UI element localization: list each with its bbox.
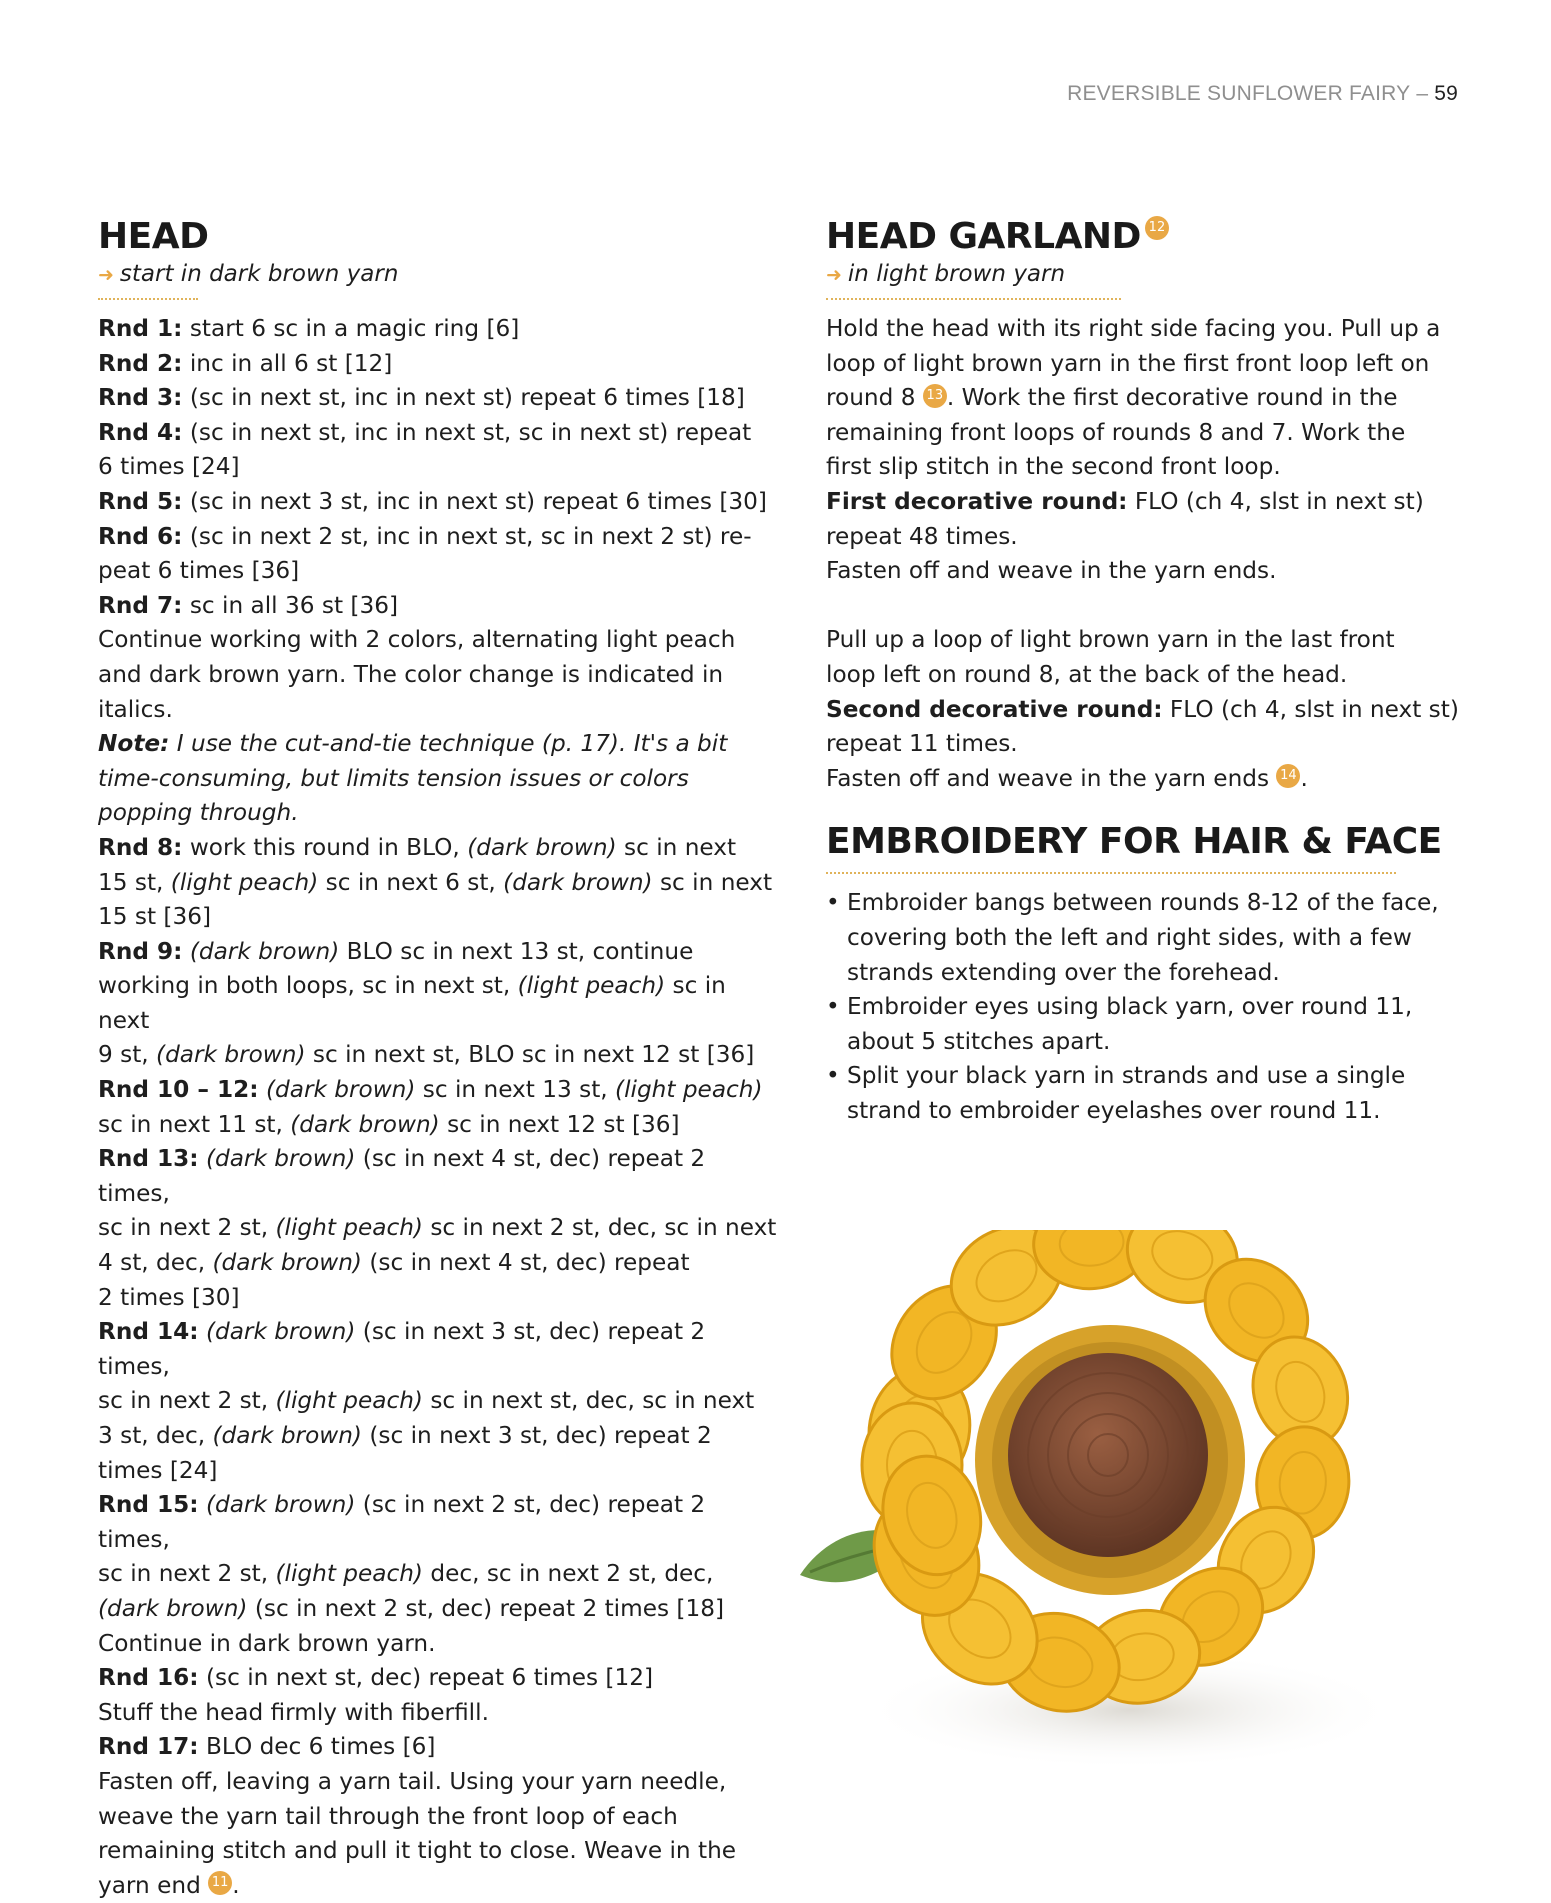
instruction-line — [826, 658, 1466, 693]
photo-ref-badge: 13 — [923, 384, 947, 408]
line-text: FLO (ch 4, slst in next st) — [1162, 695, 1459, 723]
garland-subtitle — [826, 259, 1466, 290]
round-label: Rnd 4: — [98, 418, 183, 446]
line-text: repeat 11 times. — [826, 730, 1018, 758]
flower-center — [1008, 1353, 1208, 1557]
instruction-line — [826, 381, 1466, 416]
line-text: . Work the first decorative round in the — [946, 384, 1398, 412]
line-text: peat 6 times [36] — [98, 557, 300, 585]
photo-ref-badge: 12 — [1145, 216, 1169, 240]
line-text: (sc in next 3 st, inc in next st) repeat 6 times [30] — [182, 487, 767, 515]
line-text: (sc in next 3 st, dec) repeat 2 — [361, 1422, 712, 1449]
instruction-line — [98, 1765, 778, 1800]
line-text: sc in next st, BLO sc in next 12 st [36] — [305, 1041, 755, 1069]
garland-section — [826, 215, 1466, 1128]
line-text: italics. — [98, 695, 173, 723]
line-text: loop left on round 8, at the back of the head. — [826, 660, 1348, 688]
instruction-line — [826, 485, 1466, 520]
line-text: 9 st, — [98, 1041, 157, 1069]
instruction-line — [826, 554, 1466, 589]
instruction-line — [98, 866, 778, 901]
line-text: Continue in dark brown yarn. — [98, 1629, 436, 1657]
line-text: (sc in next st, inc in next st, sc in next st) repeat — [182, 418, 752, 446]
color-indicator: (dark brown) — [467, 833, 617, 861]
line-text: sc in next 6 st, — [318, 868, 504, 896]
instruction-line — [98, 623, 778, 658]
line-text: 4 st, dec, — [98, 1249, 213, 1277]
line-text: popping through. — [98, 799, 299, 827]
instruction-line — [826, 347, 1466, 382]
instruction-line — [98, 485, 778, 520]
instruction-line — [98, 347, 778, 382]
instruction-line — [98, 796, 778, 831]
head-section — [98, 215, 778, 1903]
color-indicator: (dark brown) — [265, 1076, 416, 1104]
line-text: remaining stitch and pull it tight to close. Weave in the — [98, 1837, 737, 1865]
instruction-line — [98, 1592, 778, 1627]
dotted-divider — [98, 298, 198, 300]
round-label: First decorative round: — [826, 487, 1128, 515]
line-text: sc in next 11 st, — [98, 1110, 291, 1138]
round-label: Note: — [98, 730, 170, 758]
bullet-item — [826, 886, 1466, 990]
line-text: 6 times [24] — [98, 453, 240, 481]
head-subtitle — [98, 259, 778, 290]
garland-subtitle-text: in light brown yarn — [847, 261, 1066, 287]
line-text: BLO sc in next 13 st, continue — [339, 937, 694, 965]
line-text: Pull up a loop of light brown yarn in the last front — [826, 626, 1395, 654]
instruction-line — [98, 693, 778, 728]
instruction-line — [98, 381, 778, 416]
color-indicator: (dark brown) — [205, 1491, 356, 1519]
instruction-line — [98, 554, 778, 589]
instruction-line — [98, 312, 778, 347]
instruction-line — [98, 1281, 778, 1316]
round-label: Rnd 2: — [98, 349, 183, 377]
line-text: sc in next 2 st, — [98, 1560, 276, 1588]
line-text: loop of light brown yarn in the first front loop left on — [826, 349, 1430, 377]
line-text: . — [1300, 764, 1308, 792]
line-text: sc in next 2 st, dec, sc in next — [422, 1214, 777, 1242]
garland-instructions — [826, 312, 1466, 796]
bullet-line: Split your black yarn in strands and use a single — [847, 1062, 1406, 1090]
round-label: Rnd 15: — [98, 1491, 199, 1519]
running-title: REVERSIBLE SUNFLOWER FAIRY — [1067, 82, 1411, 105]
instruction-line — [98, 831, 778, 866]
instruction-line — [98, 1834, 778, 1869]
round-label: Rnd 17: — [98, 1733, 199, 1761]
instruction-line — [826, 727, 1466, 762]
instruction-line — [98, 1869, 778, 1903]
color-indicator: (dark brown) — [212, 1422, 362, 1449]
line-text: yarn end — [98, 1871, 209, 1899]
line-text: sc in next 2 st, — [98, 1214, 276, 1242]
line-text: work this round in BLO, — [182, 833, 468, 861]
line-text: repeat 48 times. — [826, 522, 1018, 550]
round-label: Rnd 16: — [98, 1664, 199, 1692]
line-text: weave the yarn tail through the front loop of each — [98, 1802, 678, 1830]
round-label: Rnd 7: — [98, 591, 183, 619]
header-dash: – — [1416, 82, 1429, 105]
instruction-line — [98, 1419, 778, 1454]
color-indicator: (dark brown) — [98, 1594, 248, 1622]
color-indicator: (dark brown) — [189, 937, 340, 965]
color-indicator: (light peach) — [275, 1387, 423, 1415]
dotted-divider — [826, 298, 1121, 300]
round-label: Rnd 1: — [98, 315, 183, 342]
instruction-line — [98, 520, 778, 555]
instruction-line — [98, 1315, 778, 1384]
embroidery-section — [826, 820, 1466, 1128]
line-text: (sc in next 4 st, dec) repeat — [361, 1249, 690, 1277]
line-text: sc in next — [98, 972, 726, 1034]
instruction-line — [98, 1246, 778, 1281]
round-label: Rnd 6: — [98, 522, 183, 550]
instruction-line — [826, 312, 1466, 347]
line-text: BLO dec 6 times [6] — [198, 1733, 436, 1761]
line-text — [182, 938, 189, 965]
bullet-item — [826, 1059, 1466, 1128]
instruction-line — [98, 1073, 778, 1108]
instruction-line — [98, 1696, 778, 1731]
color-indicator: (dark brown) — [205, 1318, 356, 1346]
embroidery-list — [826, 886, 1466, 1128]
instruction-line — [98, 1384, 778, 1419]
color-indicator: (light peach) — [275, 1214, 423, 1242]
line-text: time-consuming, but limits tension issues or colors — [98, 764, 689, 792]
color-indicator: (light peach) — [275, 1560, 423, 1588]
line-text: (sc in next st, inc in next st) repeat 6 times [18] — [182, 384, 745, 412]
instruction-line — [98, 1108, 778, 1143]
photo-ref-badge: 14 — [1276, 764, 1300, 788]
line-text: Continue working with 2 colors, alternating light peach — [98, 626, 736, 654]
instruction-line — [98, 1557, 778, 1592]
arrow-icon: ➜ — [826, 264, 842, 286]
round-label: Rnd 3: — [98, 384, 183, 412]
round-label: Rnd 8: — [98, 833, 183, 861]
instruction-line — [98, 658, 778, 693]
line-text: (sc in next st, dec) repeat 6 times [12] — [198, 1664, 654, 1692]
instruction-line — [98, 1800, 778, 1835]
garland-title — [826, 215, 1466, 259]
instruction-line — [98, 1454, 778, 1489]
instruction-line — [98, 900, 778, 935]
instruction-line — [98, 969, 778, 1038]
color-indicator: (dark brown) — [290, 1110, 440, 1138]
dotted-divider — [826, 872, 1396, 874]
line-text: dec, sc in next 2 st, dec, — [422, 1560, 714, 1588]
line-text: remaining front loops of rounds 8 and 7. Work the — [826, 418, 1406, 446]
instruction-line — [98, 416, 778, 451]
line-text — [199, 1145, 206, 1172]
line-text — [199, 1491, 206, 1518]
color-indicator: (dark brown) — [205, 1145, 356, 1173]
line-text: sc in next 12 st [36] — [439, 1110, 680, 1138]
instruction-line — [826, 623, 1466, 658]
instruction-line — [98, 935, 778, 970]
line-text: first slip stitch in the second front loop. — [826, 453, 1281, 481]
line-text: Hold the head with its right side facing you. Pull up a — [826, 315, 1441, 342]
instruction-line — [98, 1142, 778, 1211]
line-text: Stuff the head firmly with fiberfill. — [98, 1698, 489, 1726]
paragraph-gap — [826, 589, 1466, 624]
instruction-line — [826, 450, 1466, 485]
line-text: (sc in next 2 st, inc in next st, sc in next 2 st) re- — [182, 522, 752, 550]
line-text: 15 st [36] — [98, 903, 212, 931]
line-text: I use the cut-and-tie technique (p. 17). It's a bit — [169, 730, 728, 758]
instruction-line — [98, 727, 778, 762]
line-text: start 6 sc in a magic ring [6] — [182, 315, 520, 342]
line-text: . — [232, 1871, 240, 1899]
instruction-line — [98, 1627, 778, 1662]
line-text: (sc in next 2 st, dec) repeat 2 times, — [98, 1491, 706, 1553]
instruction-line — [98, 1488, 778, 1557]
line-text: sc in all 36 st [36] — [182, 591, 399, 619]
line-text: inc in all 6 st [12] — [182, 349, 393, 377]
bullet-line: strands extending over the forehead. — [847, 958, 1280, 986]
instruction-line — [826, 520, 1466, 555]
line-text: round 8 — [826, 384, 923, 412]
bullet-line: Embroider eyes using black yarn, over round 11, — [847, 993, 1413, 1021]
line-text — [199, 1318, 206, 1345]
line-text: sc in next 2 st, — [98, 1387, 276, 1415]
line-text: Fasten off and weave in the yarn ends. — [826, 557, 1277, 585]
page-number: 59 — [1434, 82, 1458, 105]
color-indicator: (dark brown) — [212, 1249, 362, 1277]
round-label: Rnd 13: — [98, 1145, 199, 1173]
line-text: times [24] — [98, 1456, 218, 1484]
color-indicator: (light peach) — [170, 868, 319, 896]
running-header — [1067, 82, 1458, 106]
sunflower-photo — [790, 1230, 1420, 1780]
head-subtitle-text: start in dark brown yarn — [119, 261, 399, 287]
instruction-line — [826, 762, 1466, 797]
line-text: sc in next — [652, 868, 773, 896]
photo-ref-badge: 11 — [208, 1871, 232, 1895]
bullet-line: Embroider bangs between rounds 8-12 of the face, — [847, 889, 1439, 917]
head-title: HEAD — [98, 216, 209, 257]
instruction-line — [98, 1661, 778, 1696]
instruction-line — [98, 1038, 778, 1073]
embroidery-title: EMBROIDERY FOR HAIR & FACE — [826, 821, 1442, 863]
instruction-line — [98, 450, 778, 485]
line-text: sc in next st, dec, sc in next — [422, 1387, 755, 1415]
bullet-line: about 5 stitches apart. — [847, 1027, 1111, 1055]
line-text: Fasten off, leaving a yarn tail. Using your yarn needle, — [98, 1767, 727, 1795]
line-text: and dark brown yarn. The color change is indicated in — [98, 660, 724, 688]
bullet-line: strand to embroider eyelashes over round 11. — [847, 1096, 1381, 1124]
instruction-line — [826, 416, 1466, 451]
line-text: working in both loops, sc in next st, — [98, 972, 518, 1000]
line-text: FLO (ch 4, slst in next st) — [1127, 487, 1424, 515]
instruction-line — [98, 762, 778, 797]
color-indicator: (dark brown) — [503, 868, 653, 896]
line-text: (sc in next 3 st, dec) repeat 2 times, — [98, 1318, 706, 1380]
arrow-icon: ➜ — [98, 264, 114, 286]
color-indicator: (light peach) — [615, 1076, 763, 1104]
round-label: Rnd 14: — [98, 1318, 199, 1346]
line-text: sc in next — [616, 833, 737, 861]
instruction-line — [98, 1730, 778, 1765]
line-text: (sc in next 2 st, dec) repeat 2 times [18] — [247, 1594, 725, 1622]
color-indicator: (dark brown) — [156, 1041, 306, 1069]
line-text: 3 st, dec, — [98, 1422, 213, 1449]
round-label: Rnd 5: — [98, 487, 183, 515]
color-indicator: (light peach) — [517, 972, 666, 1000]
line-text: sc in next 13 st, — [415, 1076, 616, 1104]
head-instructions — [98, 312, 778, 1903]
round-label: Rnd 9: — [98, 937, 183, 965]
line-text — [259, 1076, 266, 1103]
line-text: (sc in next 4 st, dec) repeat 2 times, — [98, 1145, 706, 1207]
garland-title-text: HEAD GARLAND — [826, 216, 1141, 257]
round-label: Second decorative round: — [826, 695, 1163, 723]
line-text: 15 st, — [98, 868, 171, 896]
instruction-line — [98, 589, 778, 624]
line-text: Fasten off and weave in the yarn ends — [826, 764, 1277, 792]
round-label: Rnd 10 – 12: — [98, 1076, 259, 1104]
bullet-line: covering both the left and right sides, with a few — [847, 923, 1412, 951]
instruction-line — [98, 1211, 778, 1246]
line-text: 2 times [30] — [98, 1283, 240, 1311]
bullet-item — [826, 990, 1466, 1059]
instruction-line — [826, 693, 1466, 728]
